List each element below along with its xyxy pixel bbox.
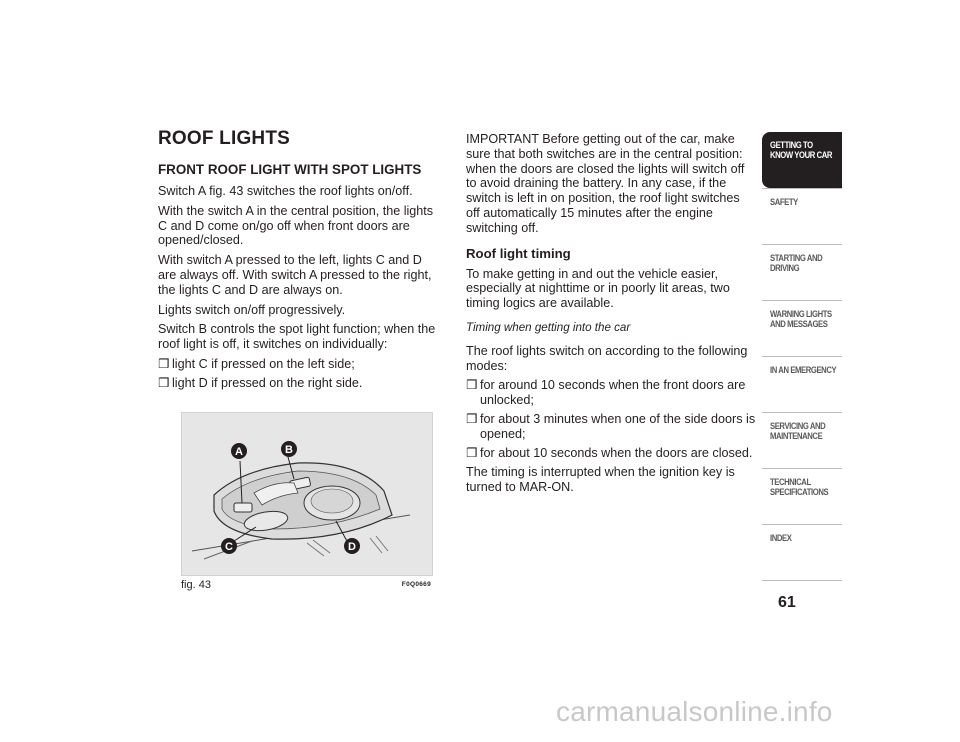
tab-in-an-emergency[interactable]: IN AN EMERGENCY bbox=[762, 356, 842, 412]
subsection-heading: FRONT ROOF LIGHT WITH SPOT LIGHTS bbox=[158, 162, 422, 177]
italic-heading: Timing when getting into the car bbox=[466, 320, 631, 334]
switch-a bbox=[234, 503, 252, 512]
svg-text:D: D bbox=[348, 541, 356, 553]
checkbox-bullet-icon: ❒ bbox=[158, 356, 170, 371]
list-item: ❒ light C if pressed on the left side; bbox=[158, 356, 355, 371]
list-item: ❒ for about 3 minutes when one of the side doors is opened; bbox=[466, 411, 756, 441]
paragraph: With the switch A in the central position, the lights C and D come on/go off when front doors are opened/closed. bbox=[158, 203, 434, 248]
bullet-list bbox=[158, 357, 443, 391]
svg-text:B: B bbox=[285, 444, 293, 456]
svg-text:C: C bbox=[225, 541, 233, 553]
section-heading: ROOF LIGHTS bbox=[158, 128, 291, 149]
subsection-heading: Roof light timing bbox=[466, 245, 571, 261]
tab-servicing-and-maintenance[interactable]: SERVICING AND MAINTENANCE bbox=[762, 412, 842, 468]
paragraph: To make getting in and out the vehicle easier, especially at nighttime or in poorly lit areas, two timing logics are available. bbox=[466, 266, 730, 311]
checkbox-bullet-icon: ❒ bbox=[466, 445, 478, 460]
spot-light-d-inner bbox=[311, 489, 353, 513]
reflection-line bbox=[370, 538, 382, 553]
paragraph: Lights switch on/off progressively. bbox=[158, 302, 346, 317]
label-b bbox=[281, 441, 297, 457]
paragraph: Switch B controls the spot light function; when the roof light is off, it switches on individually: bbox=[158, 322, 436, 352]
checkbox-bullet-icon: ❒ bbox=[466, 378, 478, 393]
page-number: 61 bbox=[778, 594, 796, 611]
list-item: ❒ light D if pressed on the right side. bbox=[158, 375, 363, 390]
paragraph: IMPORTANT Before getting out of the car, make sure that both switches are in the central position: when the doors are closed the lights will switch off to avoid draining the battery. In any case, if the switch is left in on position, the roof light switches off automatically 15 minutes after the engine switching off. bbox=[466, 132, 745, 235]
paragraph: Switch A fig. 43 switches the roof lights on/off. bbox=[158, 184, 413, 198]
tab-safety[interactable]: SAFETY bbox=[762, 188, 842, 244]
checkbox-bullet-icon: ❒ bbox=[466, 411, 478, 426]
checkbox-bullet-icon: ❒ bbox=[158, 375, 170, 390]
left-column bbox=[158, 128, 443, 396]
chapter-tabs bbox=[762, 132, 842, 581]
label-d bbox=[344, 538, 360, 554]
list-item: ❒ for about 10 seconds when the doors are closed. bbox=[466, 445, 753, 460]
reflection-line bbox=[376, 536, 388, 551]
svg-text:A: A bbox=[235, 446, 243, 458]
label-a bbox=[231, 443, 247, 459]
paragraph: The roof lights switch on according to the following modes: bbox=[466, 343, 748, 373]
tab-warning-lights-and-messages[interactable]: WARNING LIGHTS AND MESSAGES bbox=[762, 300, 842, 356]
paragraph: The timing is interrupted when the ignition key is turned to MAR-ON. bbox=[466, 465, 735, 495]
tab-index[interactable]: INDEX bbox=[762, 524, 842, 580]
label-c bbox=[221, 538, 237, 554]
watermark: carmanualsonline.info bbox=[556, 696, 833, 727]
figure-number: fig. 43 bbox=[181, 579, 211, 591]
figure-caption bbox=[181, 579, 433, 593]
bullet-list bbox=[466, 378, 756, 460]
tabs-divider bbox=[762, 580, 842, 581]
list-item: ❒ for around 10 seconds when the front doors are unlocked; bbox=[466, 378, 746, 408]
tab-technical-specifications[interactable]: TECHNICAL SPECIFICATIONS bbox=[762, 468, 842, 524]
figure-code: F0Q0669 bbox=[401, 581, 431, 588]
paragraph: With switch A pressed to the left, lights C and D are always off. With switch A pressed to the right, the lights C and D are always on. bbox=[158, 253, 432, 297]
reflection-line bbox=[313, 540, 330, 553]
right-column bbox=[466, 132, 756, 500]
tab-starting-and-driving[interactable]: STARTING AND DRIVING bbox=[762, 244, 842, 300]
roof-light-figure bbox=[181, 412, 433, 576]
roof-light-illustration bbox=[182, 413, 432, 575]
reflection-line bbox=[307, 543, 324, 556]
tab-getting-to-know-your-car[interactable]: GETTING TO KNOW YOUR CAR bbox=[762, 132, 842, 188]
